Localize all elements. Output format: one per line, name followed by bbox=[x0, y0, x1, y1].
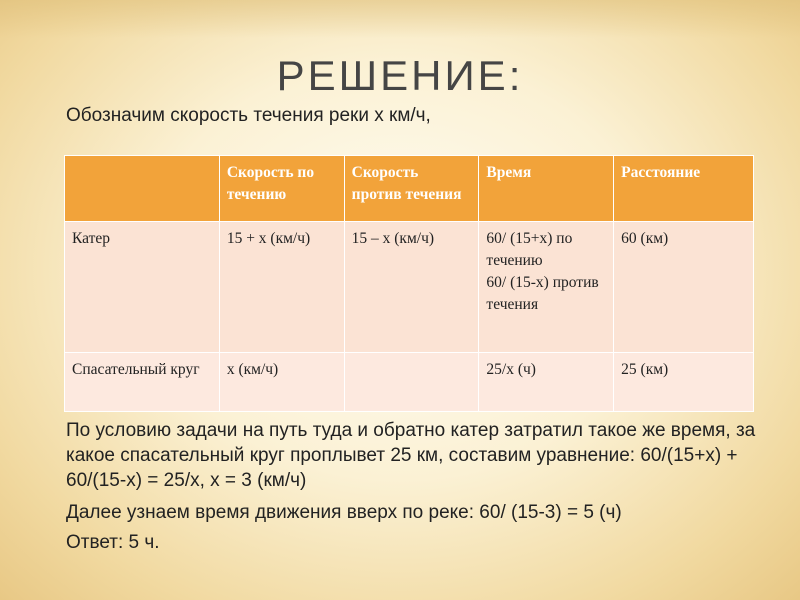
table-cell: 25 (км) bbox=[614, 353, 754, 412]
bullet-text: Ответ: 5 ч. bbox=[66, 532, 160, 553]
table-cell: Катер bbox=[65, 222, 220, 353]
top-decorative-band bbox=[0, 0, 800, 38]
table-header-cell bbox=[65, 156, 220, 222]
table-cell bbox=[479, 353, 614, 412]
table-header-cell: Скорость против течения bbox=[344, 156, 479, 222]
slide-title: РЕШЕНИЕ: bbox=[276, 52, 524, 99]
table-header-cell: Расстояние bbox=[614, 156, 754, 222]
table-cell bbox=[344, 353, 479, 412]
bullet-text: Далее узнаем время движения вверх по реке: 60/ (15-3) = 5 (ч) bbox=[66, 502, 622, 523]
table-header-row bbox=[65, 156, 754, 222]
table-header-cell: Скорость по течению bbox=[219, 156, 344, 222]
cell-line: 60/ (15-x) против течения bbox=[486, 274, 599, 313]
solution-table bbox=[64, 155, 754, 412]
table-cell: x (км/ч) bbox=[219, 353, 344, 412]
table-header-cell: Время bbox=[479, 156, 614, 222]
table-cell bbox=[479, 222, 614, 353]
table-cell: 15 – x (км/ч) bbox=[344, 222, 479, 353]
cell-line: 25/x (ч) bbox=[486, 361, 536, 378]
table-row bbox=[65, 222, 754, 353]
bullet-icon bbox=[32, 109, 42, 119]
bullet-icon bbox=[32, 536, 42, 546]
table-cell: Спасательный круг bbox=[65, 353, 220, 412]
table-cell: 60 (км) bbox=[614, 222, 754, 353]
cell-line: 60/ (15+x) по течению bbox=[486, 230, 573, 269]
table-cell: 15 + x (км/ч) bbox=[219, 222, 344, 353]
bullet-icon bbox=[32, 424, 42, 434]
bullet-icon bbox=[32, 506, 42, 516]
bullet-text: Обозначим скорость течения реки x км/ч, bbox=[66, 105, 431, 126]
bullet-text: По условию задачи на путь туда и обратно катер затратил такое же время, за какое спасательный круг проплывет 25 км, составим уравнение: 60/(15+x) + 60/(15-x) = 25/x, x = 3 (км/ч) bbox=[66, 420, 756, 491]
table-row bbox=[65, 353, 754, 412]
